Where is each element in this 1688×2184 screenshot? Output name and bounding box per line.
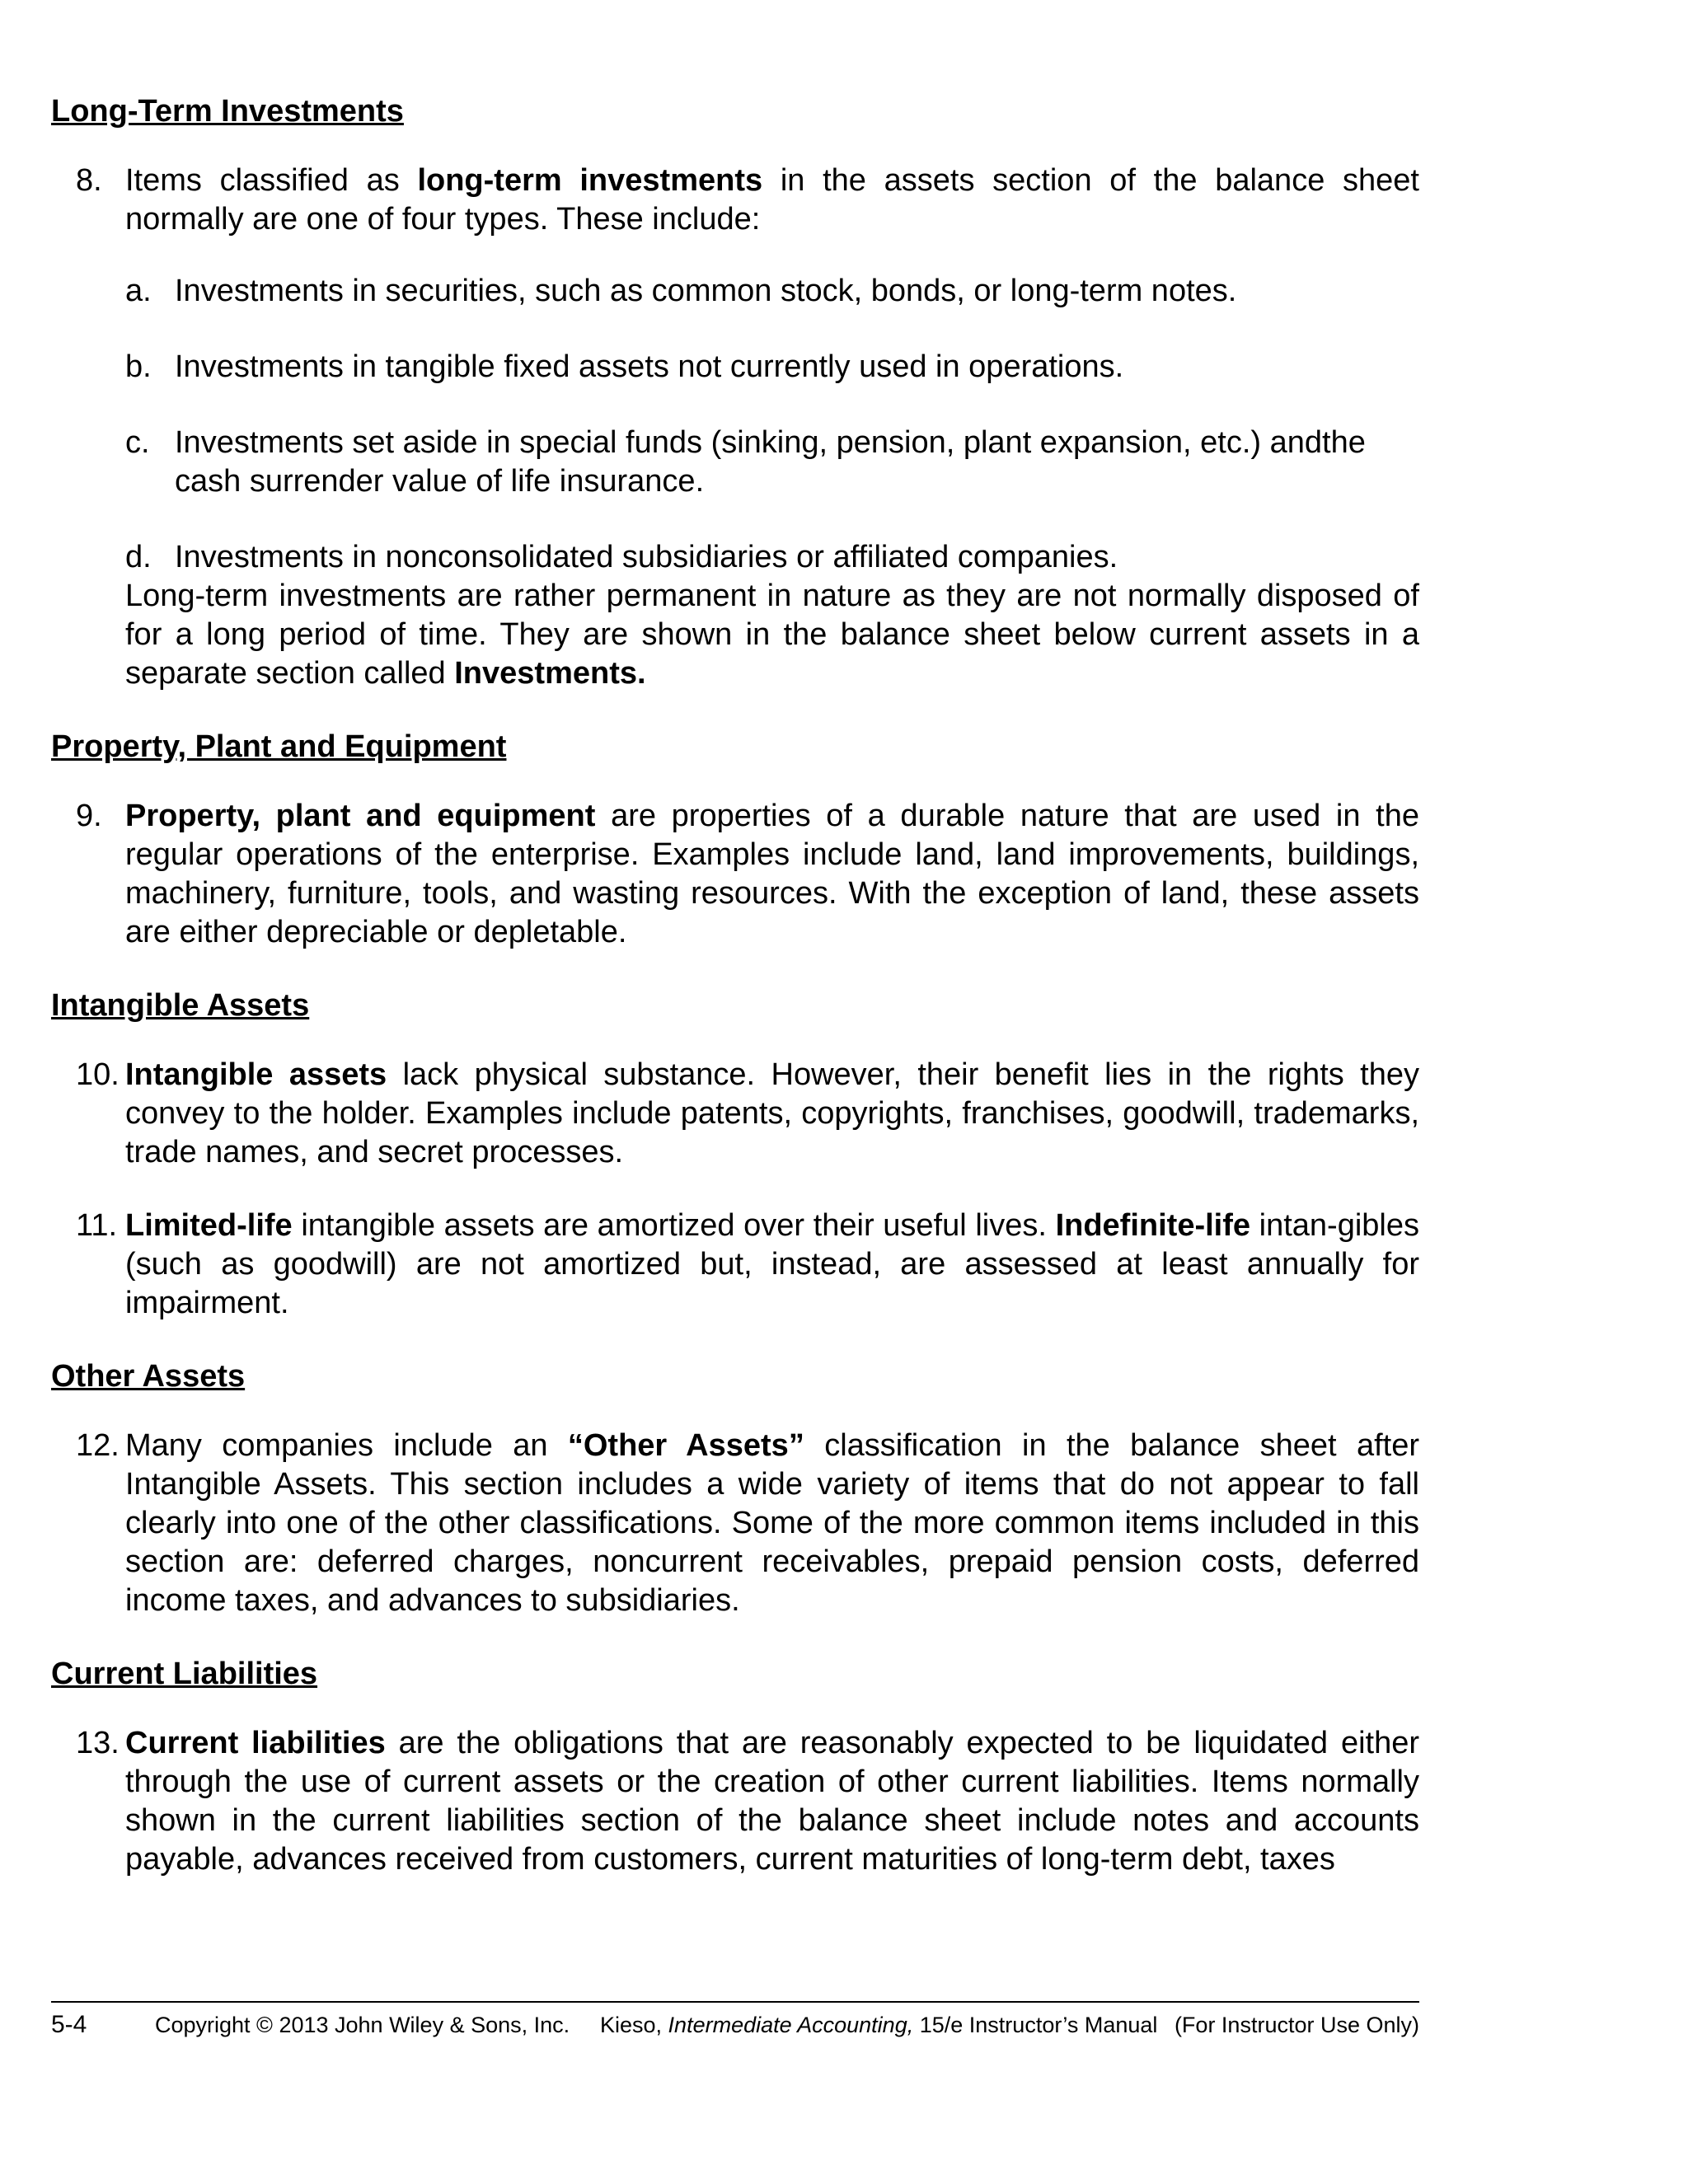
item-12 [51,1427,1419,1620]
item-text: Property, plant and equipment are properties of a durable nature that are used in the regular operations of the enterprise. Examples include land, land improvements, buildings, machinery, furniture, tools, and wasting resources. With the exception of land, these assets are either depreciable or depletable. [125,799,1419,949]
page-footer [51,2001,1419,2039]
item-body [125,1207,1419,1323]
item-body [125,1056,1419,1172]
item-body [125,162,1419,693]
book-reference: Kieso, Intermediate Accounting, 15/e Instructor’s Manual [600,2013,1158,2037]
item-number: 9. [76,799,102,833]
page-number: 5-4 [51,2011,87,2038]
usage-notice: (For Instructor Use Only) [1174,2013,1419,2037]
item-number: 10. [76,1057,120,1092]
heading-current-liabilities: Current Liabilities [51,1657,318,1691]
sub-list [125,272,1419,577]
heading-long-term-investments: Long-Term Investments [51,94,404,129]
sub-item-a: a. Investments in securities, such as common stock, bonds, or long-term notes. [125,274,1237,308]
item-10 [51,1056,1419,1172]
item-body [125,1427,1419,1620]
item-8 [51,162,1419,693]
sub-item-d: d. Investments in nonconsolidated subsidiaries or affiliated companies. [125,540,1118,574]
sub-item-b: b. Investments in tangible fixed assets not currently used in operations. [125,349,1124,384]
item-number: 11. [76,1208,118,1243]
item-number: 8. [76,163,102,198]
item-13 [51,1724,1419,1879]
sub-item-c: c. Investments set aside in special funds (sinking, pension, plant expansion, etc.) andthe cash surrender value of life insurance. [125,425,1366,499]
item-number: 12. [76,1428,120,1463]
item-body [125,797,1419,952]
item-number: 13. [76,1726,120,1760]
heading-other-assets: Other Assets [51,1359,246,1394]
heading-property-plant-equipment: Property, Plant and Equipment [51,729,507,764]
item-9 [51,797,1419,952]
item-text: Items classified as long-term investments in the assets section of the balance sheet normally are one of four types. These include: [125,163,1419,237]
item-text: Intangible assets lack physical substance. However, their benefit lies in the rights they convey to the holder. Examples include patents, copyrights, franchises, goodwill, trademarks, trade names, and secret processes. [125,1057,1419,1169]
item-11 [51,1207,1419,1323]
item-text: Limited-life intangible assets are amortized over their useful lives. Indefinite-life intan-gibles (such as goodwill) are not amortized but, instead, are assessed at least annually for impairment. [125,1208,1419,1320]
heading-intangible-assets: Intangible Assets [51,988,310,1023]
document-page [51,92,1419,1914]
item-text: Many companies include an “Other Assets” classification in the balance sheet after Intangible Assets. This section includes a wide variety of items that do not appear to fall clearly into one of the other classifications. Some of the more common items included in this section are: deferred charges, noncurrent receivables, prepaid pension costs, deferred income taxes, and advances to subsidiaries. [125,1428,1420,1618]
item-paragraph: Long-term investments are rather permanent in nature as they are not normally disposed of for a long period of time. They are shown in the balance sheet below current assets in a separate section called Investments. [125,579,1419,691]
item-body [125,1724,1419,1879]
item-text: Current liabilities are the obligations that are reasonably expected to be liquidated either through the use of current assets or the creation of other current liabilities. Items normally shown in the current liabilities section of the balance sheet include notes and accounts payable, advances received from customers, current maturities of long-term debt, taxes [125,1726,1420,1877]
copyright-notice: Copyright © 2013 John Wiley & Sons, Inc. [155,2013,570,2037]
